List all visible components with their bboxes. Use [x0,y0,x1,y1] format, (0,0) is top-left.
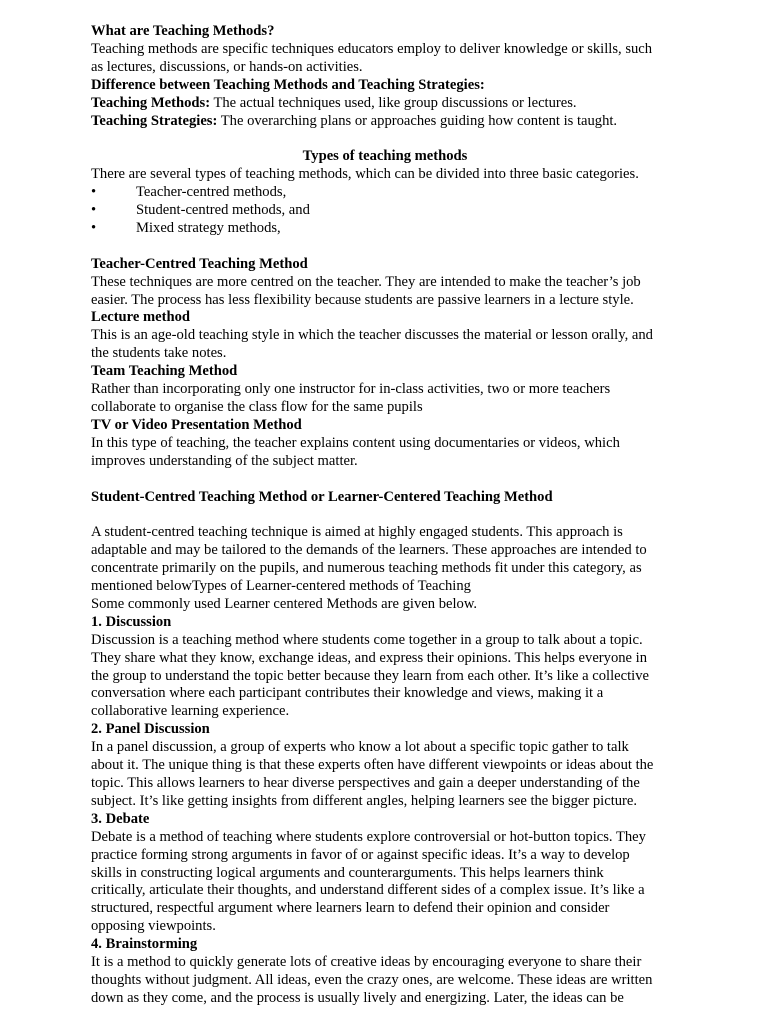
lecture-para-line: the students take notes. [91,345,227,362]
tv-para-line: improves understanding of the subject matter. [91,452,358,469]
bullet-mark: • [91,219,97,236]
debate-heading: 3. Debate [91,810,150,827]
teaching-methods-label: Teaching Methods: [91,94,211,111]
brainstorming-para-line: It is a method to quickly generate lots of creative ideas by encouraging everyone to share their [91,954,642,971]
brainstorming-heading: 4. Brainstorming [91,936,198,953]
student-centred-heading: Student-Centred Teaching Method or Learner-Centered Teaching Method [91,488,553,505]
tv-heading: TV or Video Presentation Method [91,416,302,433]
types-intro: There are several types of teaching methods, which can be divided into three basic categories. [91,166,639,183]
teacher-para-line: These techniques are more centred on the teacher. They are intended to make the teacher’s job [91,273,641,290]
teacher-para-line: easier. The process has less flexibility because students are passive learners in a lecture style. [91,291,634,308]
types-heading: Types of teaching methods [302,148,468,165]
teaching-methods-definition [91,95,691,113]
blank-line [91,506,691,524]
panel-para-line: In a panel discussion, a group of experts who know a lot about a specific topic gather to talk [91,739,629,756]
discussion-para-line: They share what they know, exchange ideas, and express their opinions. This helps everyone in [91,649,648,666]
student-para-line: Some commonly used Learner centered Methods are given below. [91,595,478,612]
tv-para-line: In this type of teaching, the teacher explains content using documentaries or videos, which [91,434,620,451]
team-para-line: Rather than incorporating only one instructor for in-class activities, two or more teachers [91,381,611,398]
bullet-mark: • [91,184,97,201]
panel-para-line: subject. It’s like getting insights from different angles, helping learners see the bigger picture. [91,792,638,809]
panel-para-line: topic. This allows learners to hear diverse perspectives and gain a deeper understanding of the [91,775,640,791]
team-heading: Team Teaching Method [91,363,238,380]
intro-heading: What are Teaching Methods? [91,23,275,39]
discussion-heading: 1. Discussion [91,613,172,630]
discussion-para-line: the group to understand the topic better because they learn from each other. It’s like a collective [91,667,649,684]
discussion-para-line: conversation where each participant contributes their knowledge and views, making it a [91,685,604,702]
debate-para-line: structured, respectful argument where learners learn to defend their opinion and consider [91,900,610,917]
bullet-item [91,184,691,202]
debate-para-line: opposing viewpoints. [91,918,216,935]
blank-line [91,471,691,489]
discussion-para-line: collaborative learning experience. [91,703,290,720]
teaching-strategies-text: The overarching plans or approaches guiding how content is taught. [217,112,618,129]
panel-para-line: about it. The unique thing is that these experts often have different viewpoints or ideas about the [91,757,654,774]
teacher-centred-heading: Teacher-Centred Teaching Method [91,255,308,272]
document-page [91,23,691,1008]
bullet-text: Student-centred methods, and [136,202,310,219]
bullet-text: Teacher-centred methods, [136,184,287,201]
difference-heading: Difference between Teaching Methods and Teaching Strategies: [91,76,485,93]
bullet-text: Mixed strategy methods, [136,219,281,236]
blank-line [91,238,691,256]
debate-para-line: practice forming strong arguments in favor of or against specific ideas. It’s a way to develop [91,846,630,863]
student-para-line: A student-centred teaching technique is aimed at highly engaged students. This approach is [91,524,623,541]
debate-para-line: Debate is a method of teaching where students explore controversial or hot-button topics. They [91,828,646,845]
bullet-item [91,220,691,238]
student-para-line: adaptable and may be tailored to the demands of the learners. These approaches are intended to [91,542,647,559]
teaching-methods-text: The actual techniques used, like group discussions or lectures. [210,94,577,111]
panel-discussion-heading: 2. Panel Discussion [91,721,210,738]
teaching-strategies-definition [91,113,691,131]
student-para-line: concentrate primarily on the pupils, and numerous teaching methods fit under this category, as [91,560,642,577]
intro-para-line: as lectures, discussions, or hands-on activities. [91,58,363,75]
brainstorming-para-line: down as they come, and the process is usually lively and energizing. Later, the ideas can be [91,989,624,1006]
teaching-strategies-label: Teaching Strategies: [91,112,218,129]
lecture-para-line: This is an age-old teaching style in which the teacher discusses the material or lesson orally, and [91,327,653,344]
lecture-heading: Lecture method [91,309,191,326]
student-para-line: mentioned belowTypes of Learner-centered methods of Teaching [91,578,471,595]
discussion-para-line: Discussion is a teaching method where students come together in a group to talk about a topic. [91,631,643,648]
bullet-mark: • [91,202,97,219]
blank-line [91,130,691,148]
intro-para-line: Teaching methods are specific techniques educators employ to deliver knowledge or skills, such [91,40,653,57]
debate-para-line: skills in constructing logical arguments and counterarguments. This helps learners think [91,864,604,881]
team-para-line: collaborate to organise the class flow for the same pupils [91,399,423,415]
debate-para-line: critically, articulate their thoughts, and understand different sides of a complex issue. It’s like a [91,882,645,899]
brainstorming-para-line: thoughts without judgment. All ideas, even the crazy ones, are welcome. These ideas are written [91,971,653,988]
bullet-item [91,202,691,220]
